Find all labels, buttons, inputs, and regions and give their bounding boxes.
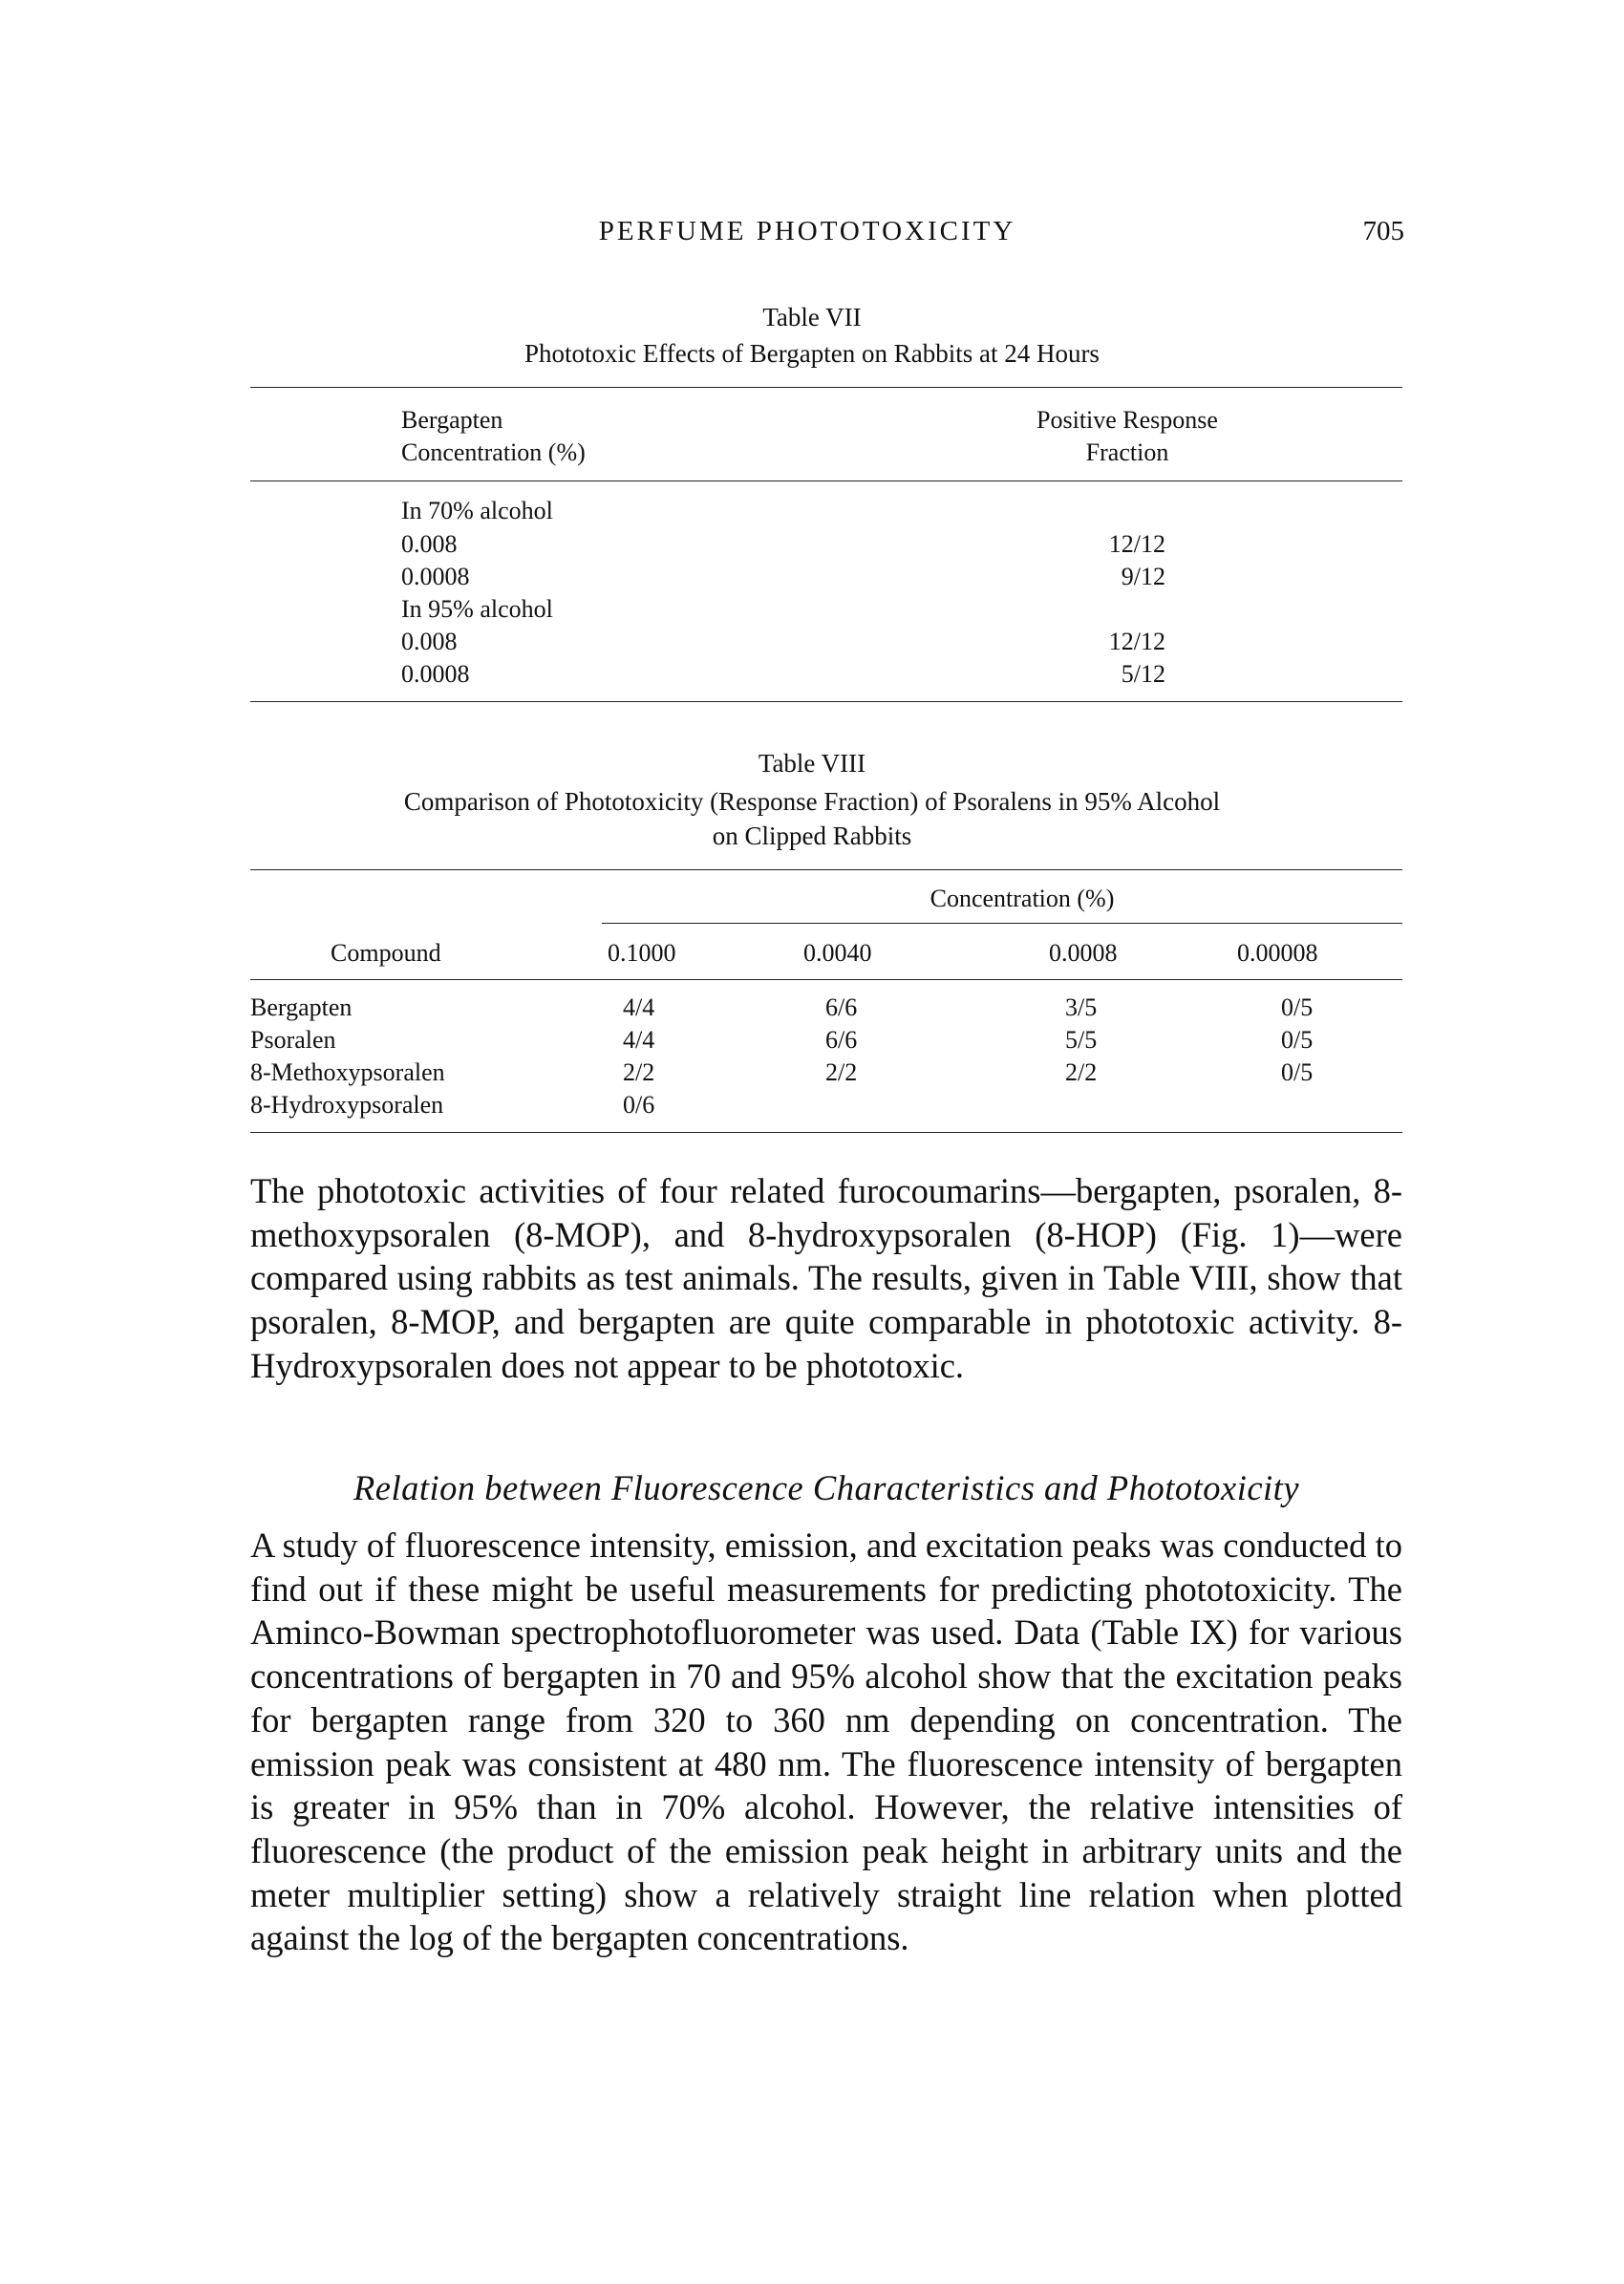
table8-conc-header: 0.00008 bbox=[1237, 939, 1318, 967]
table8-cell: 4/4 bbox=[623, 1026, 655, 1054]
table8-cell: 0/6 bbox=[623, 1091, 655, 1119]
table7-row-value: 12/12 bbox=[1108, 628, 1165, 655]
table8-cell: 2/2 bbox=[825, 1058, 858, 1086]
table7-col1-header-line1: Bergapten bbox=[401, 406, 503, 434]
page-number: 705 bbox=[1362, 216, 1404, 246]
table7-row-value: 9/12 bbox=[1121, 563, 1165, 590]
table8-conc-header: 0.1000 bbox=[608, 939, 676, 967]
running-title: PERFUME PHOTOTOXICITY bbox=[598, 216, 1016, 246]
table8-compound: 8-Hydroxypsoralen bbox=[250, 1091, 444, 1119]
table7-row-label: 0.008 bbox=[401, 628, 458, 655]
table7-header-rule bbox=[250, 480, 1402, 481]
table8-cell: 6/6 bbox=[825, 1026, 858, 1054]
table7-row-value: 5/12 bbox=[1121, 660, 1165, 688]
table8-cell: 3/5 bbox=[1065, 993, 1098, 1021]
table7-row-label: 0.0008 bbox=[401, 563, 470, 590]
table8-cell: 2/2 bbox=[623, 1058, 655, 1086]
table8-top-rule bbox=[250, 869, 1402, 870]
body-paragraph-1 bbox=[250, 1169, 1402, 1388]
table8-header-rule bbox=[250, 979, 1402, 980]
table8-bottom-rule bbox=[250, 1132, 1402, 1133]
table8-cell: 0/5 bbox=[1281, 1058, 1314, 1086]
section-heading: Relation between Fluorescence Characteristics and Phototoxicity bbox=[353, 1468, 1300, 1507]
table8-conc-header: 0.0040 bbox=[803, 939, 872, 967]
table7-row-label: 0.008 bbox=[401, 530, 458, 558]
table7-label: Table VII bbox=[762, 303, 862, 331]
table7-caption: Phototoxic Effects of Bergapten on Rabbits at 24 Hours bbox=[524, 339, 1100, 368]
table8-compound: Bergapten bbox=[250, 993, 353, 1021]
paragraph-text: The phototoxic activities of four related furocoumarins—bergapten, psoralen, 8-methoxypsoralen (8-MOP), and 8-hydroxypsoralen (8-HOP) (Fig. 1)—were compared using rabbits as test animals. The results, given in Table VIII, show that psoralen, 8-MOP, and bergapten are quite comparable in phototoxic activity. 8-Hydroxypsoralen does not appear to be phototoxic. bbox=[250, 1171, 1402, 1385]
body-paragraph-2 bbox=[250, 1524, 1402, 1960]
table8-spanner-rule bbox=[602, 923, 1402, 924]
table8-label: Table VIII bbox=[758, 749, 866, 778]
table8-caption-line1: Comparison of Phototoxicity (Response Fraction) of Psoralens in 95% Alcohol bbox=[403, 787, 1221, 816]
table8-cell: 4/4 bbox=[623, 993, 655, 1021]
table7-row-label: 0.0008 bbox=[401, 660, 470, 688]
table8-cell: 2/2 bbox=[1065, 1058, 1098, 1086]
table8-conc-header: 0.0008 bbox=[1049, 939, 1118, 967]
table8-spanner-header: Concentration (%) bbox=[930, 885, 1115, 912]
table7-bottom-rule bbox=[250, 701, 1402, 702]
table7-row-label: In 95% alcohol bbox=[401, 595, 553, 623]
table8-caption-line2: on Clipped Rabbits bbox=[712, 822, 912, 850]
table8-compound: Psoralen bbox=[250, 1026, 336, 1054]
table7-col2-header-line1: Positive Response bbox=[1036, 406, 1218, 434]
table8-compound: 8-Methoxypsoralen bbox=[250, 1058, 445, 1086]
table7-col2-header-line2: Fraction bbox=[1085, 438, 1169, 466]
paragraph-text: A study of fluorescence intensity, emission, and excitation peaks was conducted to find out if these might be useful measurements for predicting phototoxicity. The Aminco-Bowman spectrophotofluorometer was used. Data (Table IX) for various concentrations of bergapten in 70 and 95% alcohol show that the excitation peaks for bergapten range from 320 to 360 nm depending on concentration. The emission peak was consistent at 480 nm. The fluorescence intensity of bergapten is greater in 95% than in 70% alcohol. However, the relative intensities of fluorescence (the product of the emission peak height in arbitrary units and the meter multiplier setting) show a relatively straight line relation when plotted against the log of the bergapten concentrations. bbox=[250, 1526, 1402, 1958]
table8-compound-header: Compound bbox=[331, 939, 441, 967]
running-head bbox=[0, 216, 1624, 254]
table7-row-value: 12/12 bbox=[1108, 530, 1165, 558]
table7-row-label: In 70% alcohol bbox=[401, 497, 553, 524]
table8-cell: 0/5 bbox=[1281, 1026, 1314, 1054]
table8-cell: 6/6 bbox=[825, 993, 858, 1021]
table8-cell: 0/5 bbox=[1281, 993, 1314, 1021]
table7-col1-header-line2: Concentration (%) bbox=[401, 438, 586, 466]
table7-top-rule bbox=[250, 387, 1402, 388]
table8-cell: 5/5 bbox=[1065, 1026, 1098, 1054]
